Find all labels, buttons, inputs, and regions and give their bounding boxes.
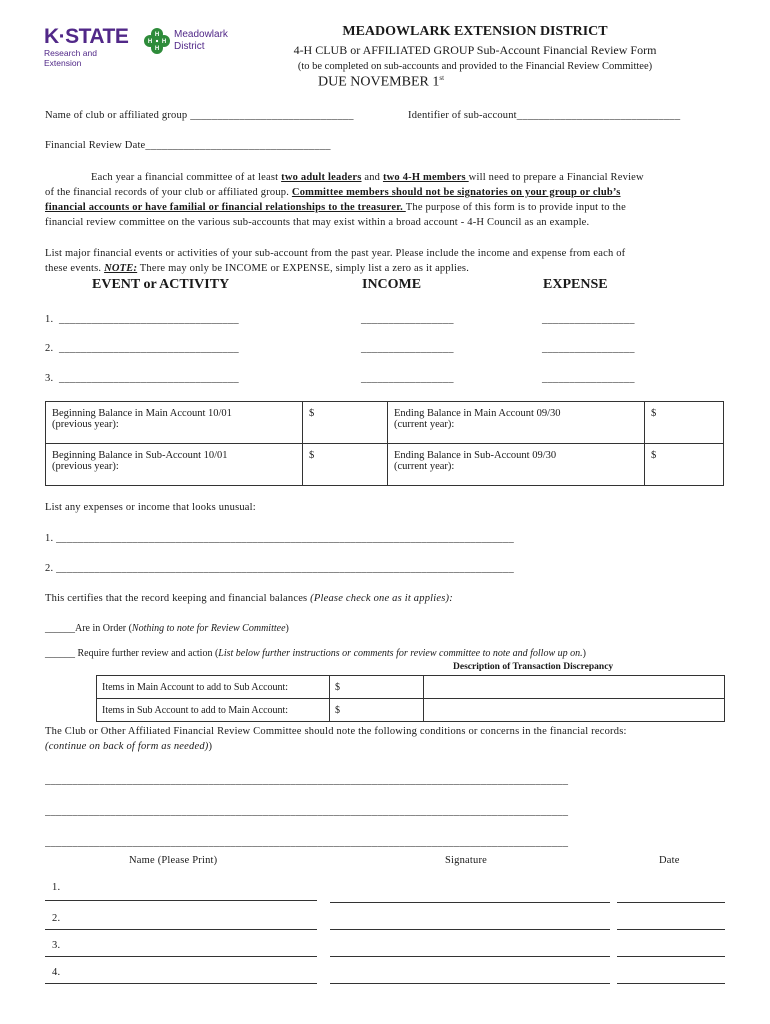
event-row-2[interactable]: [45, 343, 735, 354]
svg-text:H: H: [161, 39, 167, 45]
sig-date-line[interactable]: [617, 983, 725, 984]
discrepancy-label: Items in Sub Account to add to Main Account:: [97, 699, 330, 722]
note-label: NOTE:: [104, 263, 138, 274]
intro-text: Each year a financial committee of at least: [91, 172, 282, 183]
conditions-note-close: ): [208, 741, 213, 752]
balance-label: [46, 444, 303, 486]
due-date-text: DUE NOVEMBER 1: [318, 74, 440, 90]
district-logo-text: [174, 29, 228, 53]
option-note: List below further instructions or comments for review committee to note and follow up on.: [218, 648, 583, 659]
svg-text:H: H: [154, 32, 160, 38]
list-intro-text: these events.: [45, 263, 105, 274]
discrepancy-description[interactable]: [424, 676, 725, 699]
balance-amount-cell[interactable]: [303, 444, 388, 486]
discrepancy-amount[interactable]: [330, 699, 424, 722]
intro-bold: Committee members should not be signatories on your group or club’s: [291, 187, 621, 198]
intro-bold: two 4-H members: [382, 172, 469, 183]
balance-label-line: (previous year):: [52, 419, 119, 430]
discrepancy-description[interactable]: [424, 699, 725, 722]
intro-paragraph: [45, 170, 735, 230]
balance-amount-cell[interactable]: [645, 402, 724, 444]
certify-text: [45, 593, 453, 604]
sig-name-line[interactable]: [45, 983, 317, 984]
balance-amount-cell[interactable]: [645, 444, 724, 486]
option-in-order[interactable]: [45, 623, 289, 634]
discrepancy-table: [96, 675, 725, 722]
event-line[interactable]: _________________________________: [59, 373, 239, 384]
sig-row-number: 3.: [52, 940, 61, 951]
balance-label-line: Beginning Balance in Main Account 10/01: [52, 408, 232, 419]
intro-text: financial review committee on the various sub-accounts that may exist within a broad account - 4-H Council as an example.: [45, 217, 590, 228]
conditions-text: The Club or Other Affiliated Financial Review Committee should note the following conditions or concerns in the financial records:: [45, 726, 627, 737]
certify-text-main: This certifies that the record keeping and financial balances: [45, 593, 311, 604]
sig-name-line[interactable]: [45, 900, 317, 901]
sig-header-date: Date: [659, 855, 680, 866]
district-logo-line1: Meadowlark: [174, 29, 228, 40]
conditions-note-text: (continue on back of form as needed): [45, 741, 209, 752]
form-title: MEADOWLARK EXTENSION DISTRICT: [342, 24, 608, 39]
list-intro: [45, 246, 735, 276]
currency-sign: $: [651, 408, 657, 419]
event-line[interactable]: _________________________________: [59, 314, 239, 325]
intro-text: The purpose of this form is to provide input to the: [405, 202, 626, 213]
sig-date-line[interactable]: [617, 929, 725, 930]
balance-label-line: (previous year):: [52, 461, 119, 472]
balance-row-main: [46, 402, 724, 444]
kstate-logo-subtext: Research and Extension: [44, 48, 97, 68]
discrepancy-amount[interactable]: [330, 676, 424, 699]
conditions-note: [45, 741, 212, 752]
district-logo-line2: District: [174, 41, 205, 52]
currency-sign: $: [309, 450, 315, 461]
sig-signature-line[interactable]: [330, 929, 610, 930]
sig-row-number: 4.: [52, 967, 61, 978]
currency-sign: $: [309, 408, 315, 419]
option-text: ______ Require further review and action (: [45, 648, 219, 659]
sig-signature-line[interactable]: [330, 956, 610, 957]
kstate-logo-text: K·STATE: [44, 25, 129, 48]
balance-row-sub: [46, 444, 724, 486]
review-date-field[interactable]: Financial Review Date__________________________________: [45, 140, 331, 151]
unusual-label: List any expenses or income that looks unusual:: [45, 502, 256, 513]
balance-label-line: Ending Balance in Main Account 09/30: [394, 408, 561, 419]
sig-date-line[interactable]: [617, 902, 725, 903]
row-number: 1.: [45, 314, 54, 325]
svg-text:H: H: [154, 46, 160, 52]
list-intro-text: There may only be INCOME or EXPENSE, simply list a zero as it applies.: [137, 263, 470, 274]
form-subtitle: 4-H CLUB or AFFILIATED GROUP Sub-Account Financial Review Form: [293, 43, 657, 57]
sig-name-line[interactable]: [45, 929, 317, 930]
event-row-3[interactable]: [45, 373, 735, 384]
income-line[interactable]: _________________: [361, 373, 454, 384]
option-note: Nothing to note for Review Committee: [131, 623, 286, 634]
balance-label: [46, 402, 303, 444]
intro-text: will need to prepare a Financial Review: [468, 172, 644, 183]
expense-header: EXPENSE: [543, 277, 608, 292]
event-row-1[interactable]: [45, 314, 735, 325]
balance-label-line: (current year):: [394, 461, 455, 472]
conditions-line-3[interactable]: ________________________________________________________________________________________________: [45, 837, 569, 848]
balance-label: [388, 444, 645, 486]
intro-bold: financial accounts or have familial or financial relationships to the treasurer.: [45, 202, 406, 213]
discrepancy-row: [97, 676, 725, 699]
balance-label-line: (current year):: [394, 419, 455, 430]
discrepancy-row: [97, 699, 725, 722]
due-date-sup: st: [439, 74, 445, 82]
discrepancy-label: Items in Main Account to add to Sub Account:: [97, 676, 330, 699]
sig-signature-line[interactable]: [330, 902, 610, 903]
sig-row-number: 1.: [52, 882, 61, 893]
row-number: 3.: [45, 373, 54, 384]
income-header: INCOME: [362, 277, 422, 292]
intro-bold: two adult leaders: [281, 172, 362, 183]
sig-signature-line[interactable]: [330, 983, 610, 984]
currency-sign: $: [651, 450, 657, 461]
income-line[interactable]: _________________: [361, 343, 454, 354]
unusual-line-1[interactable]: 1. ____________________________________________________________________________________: [45, 533, 514, 544]
identifier-field[interactable]: Identifier of sub-account______________________________: [408, 110, 681, 121]
list-intro-text: List major financial events or activities of your sub-account from the past year. Please include the income and expense from each of: [45, 248, 626, 259]
sig-date-line[interactable]: [617, 956, 725, 957]
balance-label-line: Ending Balance in Sub-Account 09/30: [394, 450, 557, 461]
balance-amount-cell[interactable]: [303, 402, 388, 444]
unusual-line-2[interactable]: 2. ____________________________________________________________________________________: [45, 563, 514, 574]
event-header: EVENT or ACTIVITY: [92, 277, 230, 292]
balance-label: [388, 402, 645, 444]
sig-header-signature: Signature: [445, 855, 488, 866]
currency-sign: $: [335, 704, 340, 716]
intro-text: and: [361, 172, 383, 183]
balance-label-line: Beginning Balance in Sub-Account 10/01: [52, 450, 228, 461]
clover-icon: [142, 26, 172, 56]
option-text: ______Are in Order (: [45, 623, 132, 634]
svg-text:H: H: [147, 39, 153, 45]
option-further-review[interactable]: [45, 648, 586, 659]
expense-line[interactable]: _________________: [542, 373, 635, 384]
kstate-logo: [44, 25, 136, 68]
currency-sign: $: [335, 681, 340, 693]
form-note: (to be completed on sub-accounts and provided to the Financial Review Committee): [297, 61, 653, 72]
due-date: [318, 74, 444, 91]
certify-text-note: (Please check one as it applies):: [310, 593, 453, 604]
balance-table: [45, 401, 724, 486]
discrepancy-header: Description of Transaction Discrepancy: [453, 662, 614, 672]
income-line[interactable]: _________________: [361, 314, 454, 325]
club-name-field[interactable]: Name of club or affiliated group ______________________________: [45, 110, 354, 121]
expense-line[interactable]: _________________: [542, 343, 635, 354]
option-text: ): [285, 623, 289, 634]
event-line[interactable]: _________________________________: [59, 343, 239, 354]
sig-header-name: Name (Please Print): [129, 855, 218, 866]
intro-text: of the financial records of your club or affiliated group.: [45, 187, 292, 198]
conditions-line-1[interactable]: ________________________________________________________________________________________________: [45, 775, 569, 786]
expense-line[interactable]: _________________: [542, 314, 635, 325]
row-number: 2.: [45, 343, 54, 354]
option-text: ): [582, 648, 586, 659]
conditions-line-2[interactable]: ________________________________________________________________________________________________: [45, 806, 569, 817]
sig-name-line[interactable]: [45, 956, 317, 957]
sig-row-number: 2.: [52, 913, 61, 924]
